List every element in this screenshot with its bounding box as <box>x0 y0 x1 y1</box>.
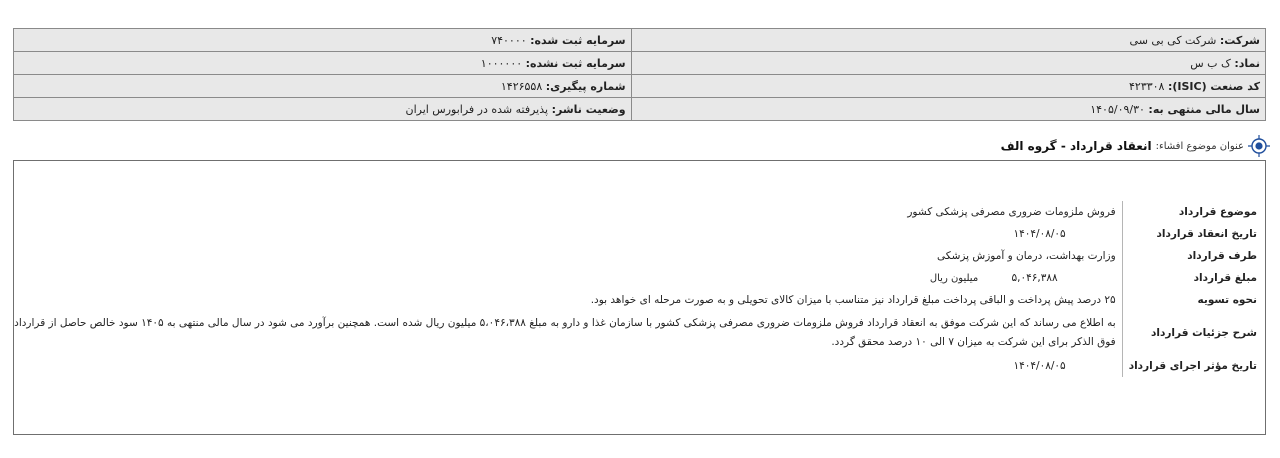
detail-row <box>14 223 1257 245</box>
details-value: به اطلاع می رساند که این شرکت موفق به انعقاد قرارداد فروش ملزومات ضروری مصرفی پزشکی کشور با سازمان غذا و دارو به مبلغ ۵،۰۴۶،۳۸۸ میلیون ریال شده است. همچنین برآورد می شود در سال مالی منتهی به ۱۴۰۵ سود خالص حاصل از قرارداد فوق الذکر برای این شرکت به میزان ۷ الی ۱۰ درصد محقق گردد. <box>14 317 1116 348</box>
effective-date-value: ۱۴۰۴/۰۸/۰۵ <box>1013 360 1066 372</box>
detail-row <box>14 245 1257 267</box>
party-value: وزارت بهداشت، درمان و آموزش پزشکی <box>937 250 1116 262</box>
effective-date-cell <box>14 355 1122 377</box>
detail-row <box>14 355 1257 377</box>
settlement-value: ۲۵ درصد پیش پرداخت و الباقی پرداخت مبلغ قرارداد نیز متناسب با میزان کالای تحویلی و به صورت مرحله ای خواهد بود. <box>590 294 1116 306</box>
registered-capital-label: سرمایه ثبت شده: <box>530 33 626 47</box>
symbol-label: نماد: <box>1234 56 1260 70</box>
amount-unit: میلیون ریال <box>929 273 979 284</box>
company-label: شرکت: <box>1219 33 1260 47</box>
details-label: شرح جزئیات قرارداد <box>1122 311 1257 355</box>
unregistered-capital-cell <box>14 52 632 75</box>
amount-value: ۵,۰۴۶,۳۸۸ <box>1011 272 1058 284</box>
contract-details-panel <box>13 160 1266 435</box>
symbol-cell <box>631 52 1265 75</box>
contract-date-label: تاریخ انعقاد قرارداد <box>1122 223 1257 245</box>
target-icon <box>1248 135 1270 157</box>
info-row <box>14 29 1266 52</box>
info-row <box>14 52 1266 75</box>
publisher-status-label: وضعیت ناشر: <box>551 102 626 116</box>
fiscal-year-label: سال مالی منتهی به: <box>1148 102 1260 116</box>
registered-capital-cell <box>14 29 632 52</box>
registered-capital-value: ۷۴۰۰۰۰ <box>491 33 527 47</box>
tracking-number-cell <box>14 75 632 98</box>
tracking-number-label: شماره پیگیری: <box>545 79 626 93</box>
amount-cell <box>14 267 1122 289</box>
fiscal-year-cell <box>631 98 1265 121</box>
isic-label: کد صنعت (ISIC): <box>1167 79 1260 93</box>
contract-details-table <box>14 201 1257 377</box>
subject-label: موضوع قرارداد <box>1122 201 1257 223</box>
tracking-number-value: ۱۴۲۶۵۵۸ <box>500 79 543 93</box>
publisher-status-cell <box>14 98 632 121</box>
effective-date-label: تاریخ مؤثر اجرای قرارداد <box>1122 355 1257 377</box>
disclosure-title: انعقاد قرارداد - گروه الف <box>1000 139 1152 153</box>
unregistered-capital-value: ۱۰۰۰۰۰۰ <box>480 56 523 70</box>
isic-cell <box>631 75 1265 98</box>
unregistered-capital-label: سرمایه ثبت نشده: <box>525 56 626 70</box>
disclosure-caption: عنوان موضوع افشاء: <box>1155 140 1244 152</box>
contract-date-cell <box>14 223 1122 245</box>
detail-row <box>14 201 1257 223</box>
info-row <box>14 98 1266 121</box>
detail-row <box>14 289 1257 311</box>
info-row <box>14 75 1266 98</box>
symbol-value: ک ب س <box>1190 56 1231 70</box>
detail-row <box>14 267 1257 289</box>
company-value: شرکت کی بی سی <box>1129 33 1217 47</box>
company-info-table <box>13 28 1266 121</box>
publisher-status-value: پذیرفته شده در فرابورس ایران <box>405 102 549 116</box>
party-label: طرف قرارداد <box>1122 245 1257 267</box>
detail-row <box>14 311 1257 355</box>
disclosure-title-line <box>1001 135 1270 157</box>
amount-label: مبلغ قرارداد <box>1122 267 1257 289</box>
settlement-label: نحوه تسویه <box>1122 289 1257 311</box>
contract-date-value: ۱۴۰۴/۰۸/۰۵ <box>1013 228 1066 240</box>
isic-value: ۴۲۳۳۰۸ <box>1129 79 1165 93</box>
fiscal-year-value: ۱۴۰۵/۰۹/۳۰ <box>1090 102 1145 116</box>
subject-value: فروش ملزومات ضروری مصرفی پزشکی کشور <box>907 206 1116 218</box>
company-cell <box>631 29 1265 52</box>
